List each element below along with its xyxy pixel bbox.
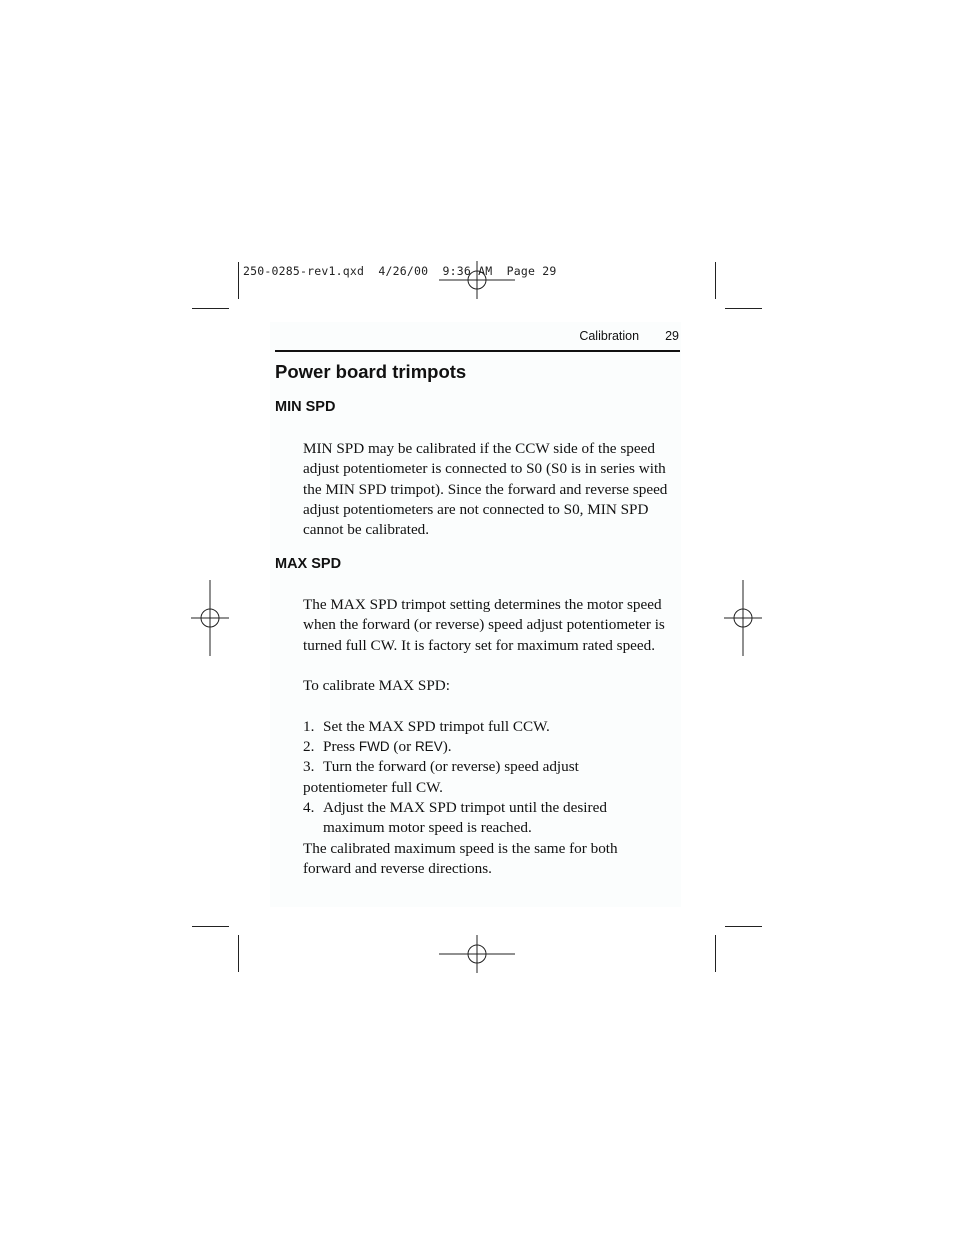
registration-mark-bottom: [439, 935, 515, 973]
calibration-steps: [303, 717, 683, 839]
section-name: Calibration: [579, 329, 640, 343]
max-spd-body: [303, 595, 683, 879]
crop-mark-bottom-left-vertical: [238, 935, 239, 972]
crop-mark-top-right-horizontal: [725, 308, 762, 309]
max-spd-heading: MAX SPD: [275, 556, 342, 572]
min-spd-body: [303, 439, 683, 540]
page-number: 29: [665, 329, 679, 343]
crop-mark-bottom-right-horizontal: [725, 926, 762, 927]
calibrate-intro: To calibrate MAX SPD:: [303, 677, 450, 695]
min-spd-heading: MIN SPD: [275, 399, 336, 415]
step-1: 1. Set the MAX SPD trimpot full CCW.: [303, 717, 550, 735]
crop-mark-top-right-vertical: [715, 262, 716, 299]
calibration-closing: The calibrated maximum speed is the same for both forward and reverse directions.: [303, 839, 618, 877]
registration-mark-left: [191, 580, 229, 656]
registration-mark-right: [724, 580, 762, 656]
step-2: 2. Press FWD (or REV).: [303, 738, 452, 756]
print-slug: 250-0285-rev1.qxd 4/26/00 9:36 AM Page 29: [243, 264, 557, 278]
header-rule: [275, 350, 680, 352]
running-head: [275, 329, 679, 343]
step-3: 3. Turn the forward (or reverse) speed adjust potentiometer full CW.: [303, 758, 579, 796]
crop-mark-top-left-vertical: [238, 262, 239, 299]
crop-mark-bottom-right-vertical: [715, 935, 716, 972]
registration-mark-top: [439, 261, 515, 299]
crop-mark-bottom-left-horizontal: [192, 926, 229, 927]
max-spd-paragraph: The MAX SPD trimpot setting determines the motor speed when the forward (or reverse) speed adjust potentiometer is turned full CW. It is factory set for maximum rated speed.: [303, 596, 665, 654]
rev-key-label: REV: [414, 739, 443, 755]
step-4: 4. Adjust the MAX SPD trimpot until the desired maximum motor speed is reached.: [303, 798, 607, 837]
fwd-key-label: FWD: [358, 739, 390, 755]
min-spd-paragraph: MIN SPD may be calibrated if the CCW side of the speed adjust potentiometer is connected to S0 (S0 is in series with the MIN SPD trimpot). Since the forward and reverse speed adjust potentiometers are not connected to S0, MIN SPD cannot be calibrated.: [303, 440, 668, 539]
page-title: Power board trimpots: [275, 361, 467, 382]
crop-mark-top-left-horizontal: [192, 308, 229, 309]
